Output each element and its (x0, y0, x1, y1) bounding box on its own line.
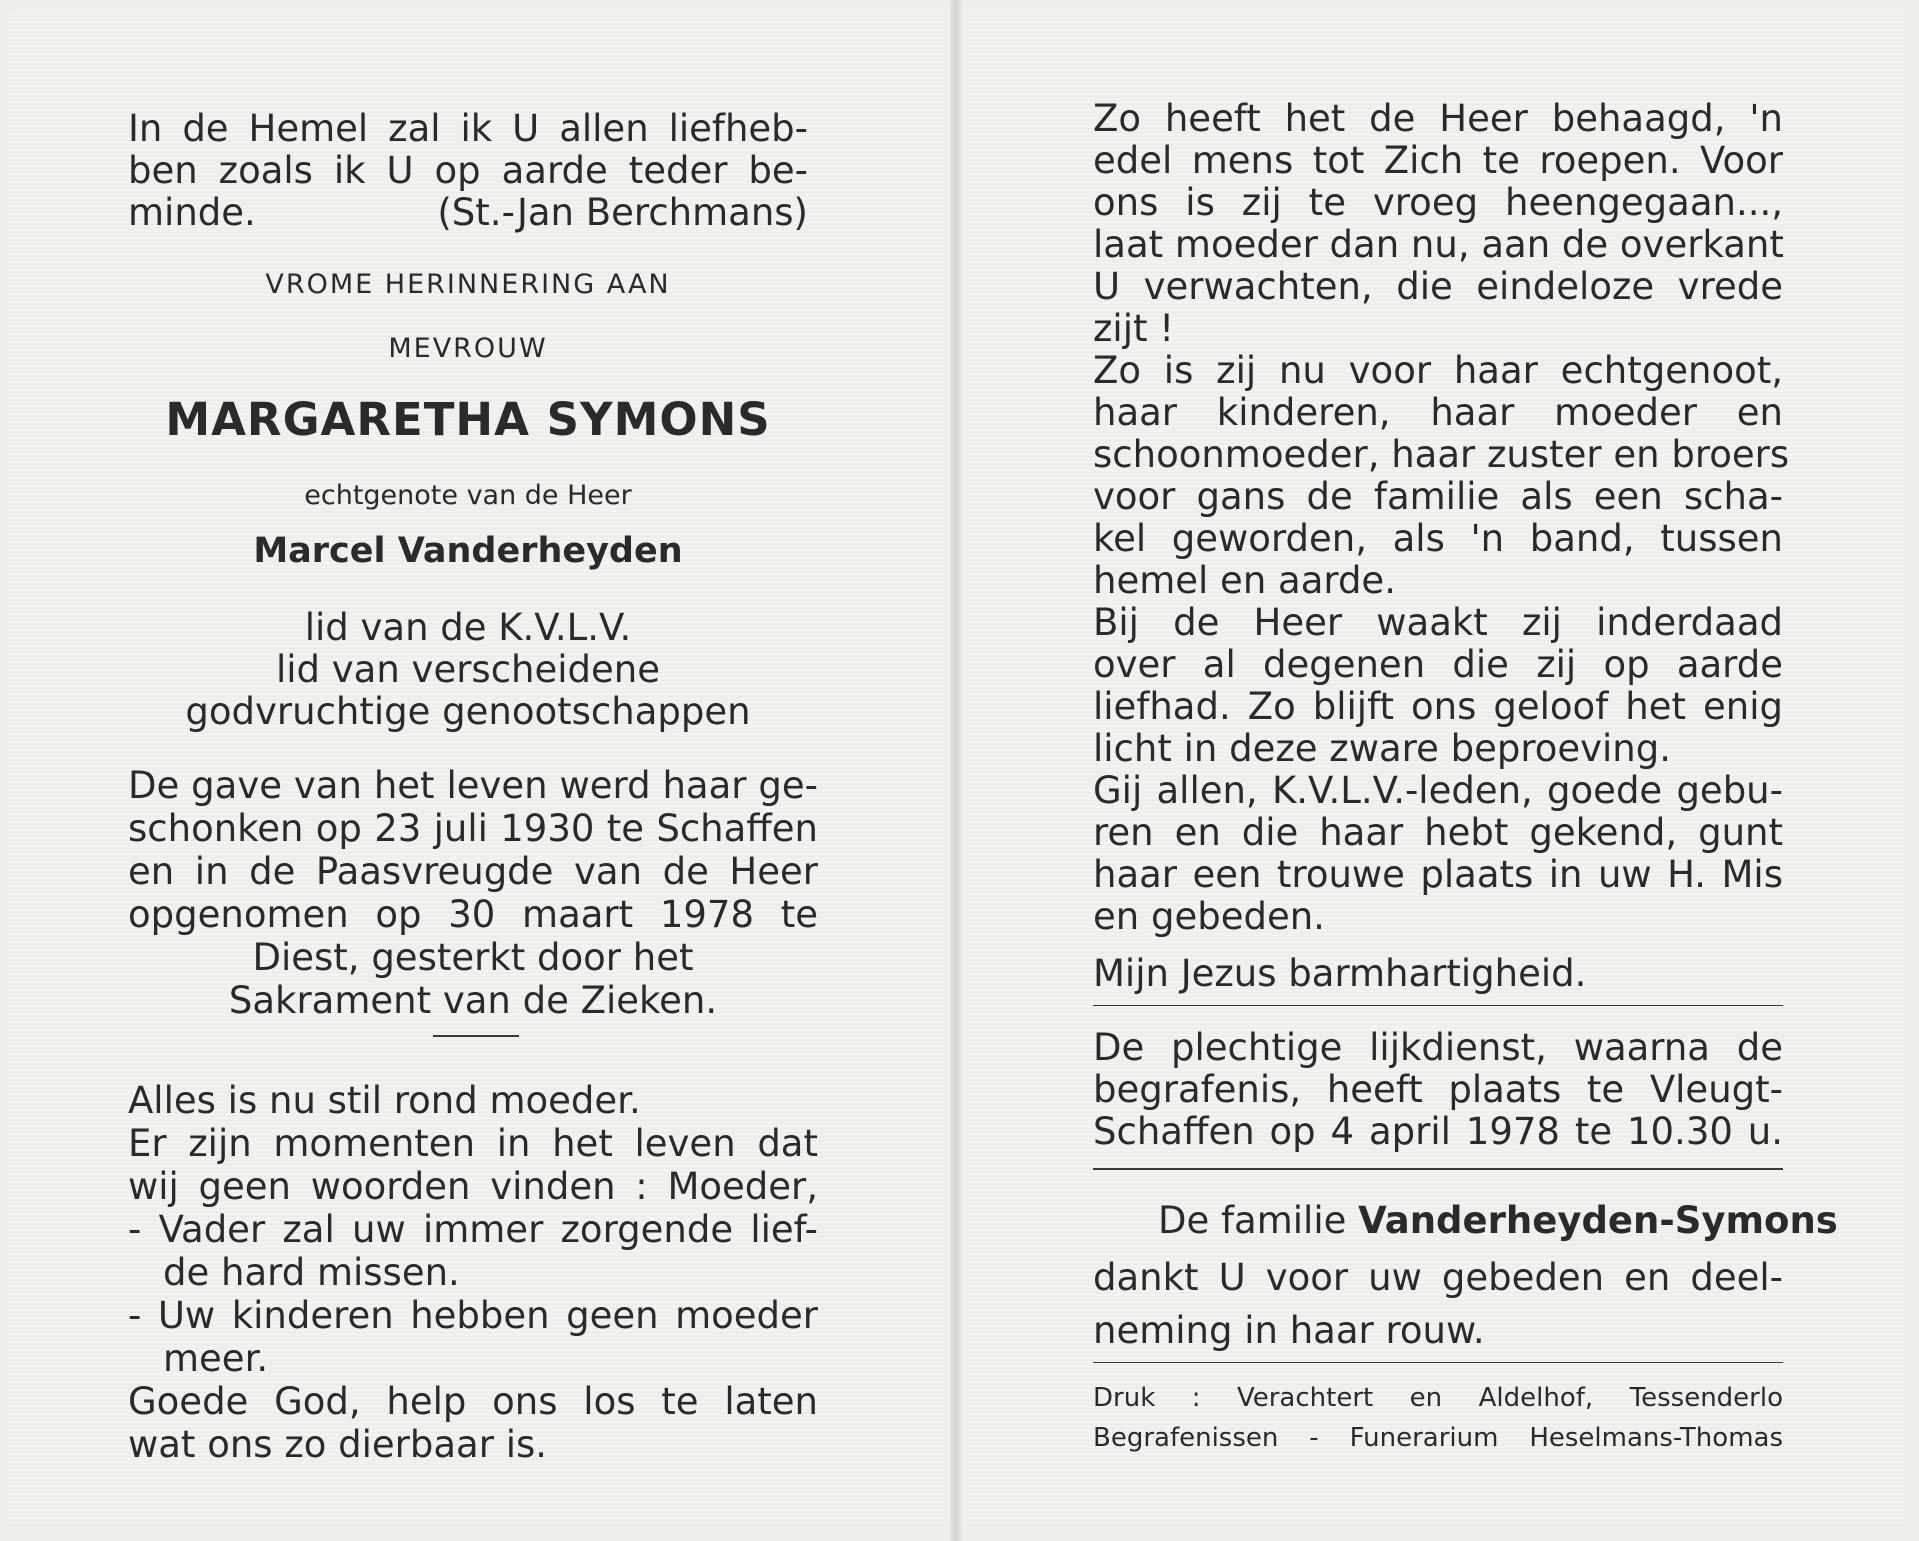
life-line: schonken op 23 juli 1930 te Schaffen (128, 807, 818, 850)
reflection-line: laat moeder dan nu, aan de overkant (1093, 223, 1784, 266)
reflection-line: hemel en aarde. (1093, 559, 1396, 602)
reflection-line: en gebeden. (1093, 895, 1325, 938)
funeral-line: begrafenis, heeft plaats te Vleugt- (1093, 1068, 1783, 1111)
poem-line: meer. (163, 1337, 269, 1380)
family-name: Vanderheyden-Symons (1358, 1199, 1838, 1242)
prayer-line: Mijn Jezus barmhartigheid. (1093, 952, 1587, 995)
quote-line: minde. (128, 191, 256, 234)
poem-line: - Vader zal uw immer zorgende lief- (128, 1208, 818, 1251)
deceased-name: MARGARETHA SYMONS (165, 393, 771, 446)
membership-line: lid van verscheidene (275, 648, 661, 691)
funeral-line: De plechtige lijkdienst, waarna de (1093, 1026, 1783, 1069)
thanks-line: neming in haar rouw. (1093, 1309, 1485, 1352)
reflection-line: schoonmoeder, haar zuster en broers (1093, 433, 1790, 476)
reflection-line: U verwachten, die eindeloze vrede (1093, 265, 1783, 308)
life-line: opgenomen op 30 maart 1978 te (128, 893, 818, 936)
spouse-name: Marcel Vanderheyden (253, 531, 683, 571)
poem-line: Er zijn momenten in het leven dat (128, 1122, 818, 1165)
reflection-line: edel mens tot Zich te roepen. Voor (1093, 139, 1783, 182)
thanks-line: dankt U voor uw gebeden en deel- (1093, 1256, 1783, 1299)
thanks-prefix: De familie (1158, 1199, 1347, 1242)
quote-source: (St.-Jan Berchmans) (437, 191, 808, 234)
poem-line: Alles is nu stil rond moeder. (128, 1079, 641, 1122)
reflection-line: over al degenen die zij op aarde (1093, 643, 1783, 686)
poem-line: de hard missen. (163, 1251, 460, 1294)
undertaker-credit: Begrafenissen - Funerarium Heselmans-Thomas (1093, 1423, 1783, 1453)
poem-line: Goede God, help ons los te laten (128, 1380, 818, 1423)
divider-rule (1093, 1005, 1783, 1006)
membership-line: godvruchtige genootschappen (185, 690, 751, 733)
life-line: De gave van het leven werd haar ge- (128, 764, 818, 807)
divider-rule (1093, 1362, 1783, 1363)
card-fold (950, 0, 962, 1541)
reflection-line: voor gans de familie als een scha- (1093, 475, 1783, 518)
reflection-line: zijt ! (1093, 307, 1175, 350)
divider-rule (1093, 1168, 1783, 1170)
life-line: en in de Paasvreugde van de Heer (128, 850, 818, 893)
membership-line: lid van de K.V.L.V. (304, 606, 632, 649)
relation-text: echtgenote van de Heer (304, 480, 632, 511)
memorial-heading: VROME HERINNERING AAN (265, 269, 671, 300)
reflection-line: Zo is zij nu voor haar echtgenoot, (1093, 349, 1783, 392)
poem-line: - Uw kinderen hebben geen moeder (128, 1294, 818, 1337)
divider-short (433, 1035, 519, 1037)
poem-line: wij geen woorden vinden : Moeder, (128, 1165, 818, 1208)
poem-line: wat ons zo dierbaar is. (128, 1423, 548, 1466)
reflection-line: liefhad. Zo blijft ons geloof het enig (1093, 685, 1783, 728)
quote-line: ben zoals ik U op aarde teder be- (128, 149, 808, 192)
reflection-line: ons is zij te vroeg heengegaan..., (1093, 181, 1783, 224)
reflection-line: Zo heeft het de Heer behaagd, 'n (1093, 97, 1783, 140)
reflection-line: kel geworden, als 'n band, tussen (1093, 517, 1783, 560)
life-line: Sakrament van de Zieken. (228, 979, 718, 1022)
printer-credit: Druk : Verachtert en Aldelhof, Tessenderlo (1093, 1383, 1783, 1413)
reflection-line: haar een trouwe plaats in uw H. Mis (1093, 853, 1783, 896)
salutation: MEVROUW (388, 333, 548, 364)
reflection-line: haar kinderen, haar moeder en (1093, 391, 1783, 434)
reflection-line: licht in deze zware beproeving. (1093, 727, 1671, 770)
reflection-line: Bij de Heer waakt zij inderdaad (1093, 601, 1783, 644)
reflection-line: Gij allen, K.V.L.V.-leden, goede gebu- (1093, 769, 1783, 812)
funeral-line: Schaffen op 4 april 1978 te 10.30 u. (1093, 1110, 1783, 1153)
quote-line: In de Hemel zal ik U allen liefheb- (128, 107, 808, 150)
thanks-first-line (1158, 1200, 1838, 1242)
life-line: Diest, gesterkt door het (252, 936, 694, 979)
reflection-line: ren en die haar hebt gekend, gunt (1093, 811, 1783, 854)
